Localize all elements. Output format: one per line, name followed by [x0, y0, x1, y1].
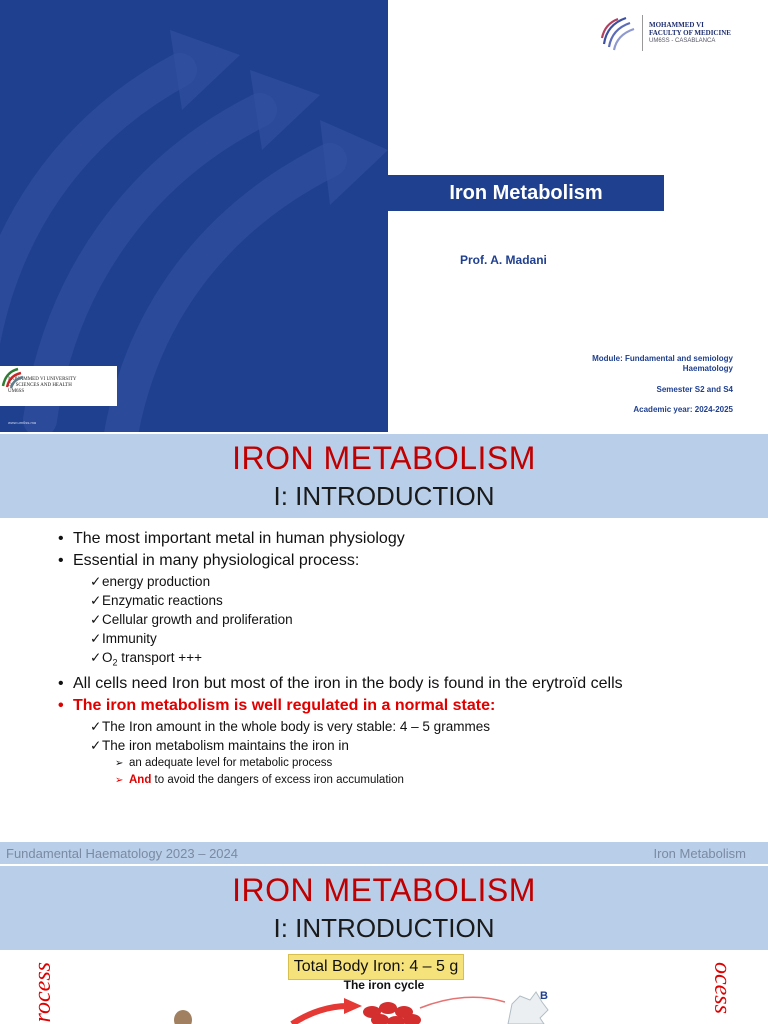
slide-heading: IRON METABOLISM [232, 440, 536, 476]
iron-cycle-slide [0, 866, 768, 1024]
o2-subscript: 2 [112, 657, 118, 668]
slide-heading: IRON METABOLISM [232, 872, 536, 908]
faculty-emblem-icon [600, 14, 636, 52]
footer-topic: Iron Metabolism [653, 845, 746, 861]
bullet-well-regulated: • The iron metabolism is well regulated in a normal state: [58, 695, 758, 717]
academic-year: Academic year: 2024-2025 [633, 405, 733, 414]
faculty-logo-divider [642, 15, 643, 51]
side-word-left: rocess [30, 962, 56, 1023]
faculty-logo-text [649, 21, 731, 45]
check-item: ✓ energy production [58, 572, 758, 591]
university-emblem-icon [0, 366, 24, 390]
university-logo-line2: OF SCIENCES AND HEALTH [8, 383, 72, 388]
module-info [592, 354, 733, 374]
module-line2: Haematology [682, 364, 733, 373]
cycle-arrow-head [344, 998, 362, 1014]
semester-info: Semester S2 and S4 [656, 385, 733, 394]
faculty-logo-line1: MOHAMMED VI [649, 21, 704, 29]
o2-symbol: O [102, 650, 113, 665]
slide-body [58, 528, 758, 789]
iron-cycle-illustration [0, 866, 768, 1024]
title-slide [0, 0, 768, 432]
iron-cycle-label: The iron cycle [343, 978, 425, 992]
check-item: ✓ Cellular growth and proliferation [58, 610, 758, 629]
arrow-item-avoid-excess [58, 772, 758, 789]
check-item: ✓ The Iron amount in the whole body is very stable: 4 – 5 grammes [58, 717, 758, 736]
module-line1: Module: Fundamental and semiology [592, 354, 733, 363]
website-url: www.um6ss.ma [8, 420, 37, 425]
slide-footer [0, 842, 768, 864]
check-item-o2-transport [58, 648, 758, 673]
slide-header-band [0, 434, 768, 518]
diagram-letter-b: B [540, 990, 548, 1002]
organ-shape [174, 1010, 192, 1024]
university-logo-line1: MOHAMMED VI UNIVERSITY [8, 377, 77, 382]
avoid-excess-text: to avoid the dangers of excess iron accumulation [151, 773, 404, 786]
title-slide-blue-panel [0, 0, 388, 432]
side-word-right: ocess [709, 962, 735, 1014]
arrow-item: ➢ an adequate level for metabolic process [58, 755, 758, 772]
university-logo [0, 366, 117, 406]
check-item: ✓ The iron metabolism maintains the iron in [58, 736, 758, 755]
professor-name: Prof. A. Madani [460, 253, 547, 267]
and-emphasis: And [129, 773, 152, 786]
introduction-slide [0, 432, 768, 864]
title-accent-rule [375, 175, 377, 211]
faculty-logo-line3: UM6SS - CASABLANCA [649, 38, 716, 44]
slide-subheading: I: INTRODUCTION [273, 481, 495, 511]
cycle-thin-arrow [420, 997, 505, 1008]
red-blood-cells [363, 1002, 421, 1024]
faculty-logo-line2: FACULTY OF MEDICINE [649, 29, 731, 37]
total-body-iron-box: Total Body Iron: 4 – 5 g [288, 954, 464, 980]
slide-subheading: I: INTRODUCTION [273, 913, 495, 943]
bullet-essential: • Essential in many physiological process: [58, 550, 758, 572]
bullet-erythroid-cells: • All cells need Iron but most of the iron in the body is found in the erytroïd cells [58, 673, 758, 695]
footer-course: Fundamental Haematology 2023 – 2024 [6, 845, 238, 861]
check-item: ✓ Immunity [58, 629, 758, 648]
bullet-important-metal: • The most important metal in human physiology [58, 528, 758, 550]
check-item: ✓ Enzymatic reactions [58, 591, 758, 610]
o2-transport-text: transport +++ [117, 650, 202, 665]
cycle-arrow [292, 1006, 348, 1024]
presentation-title: Iron Metabolism [388, 175, 664, 211]
university-logo-line3: UM6SS [8, 389, 25, 394]
faculty-logo [600, 14, 731, 52]
